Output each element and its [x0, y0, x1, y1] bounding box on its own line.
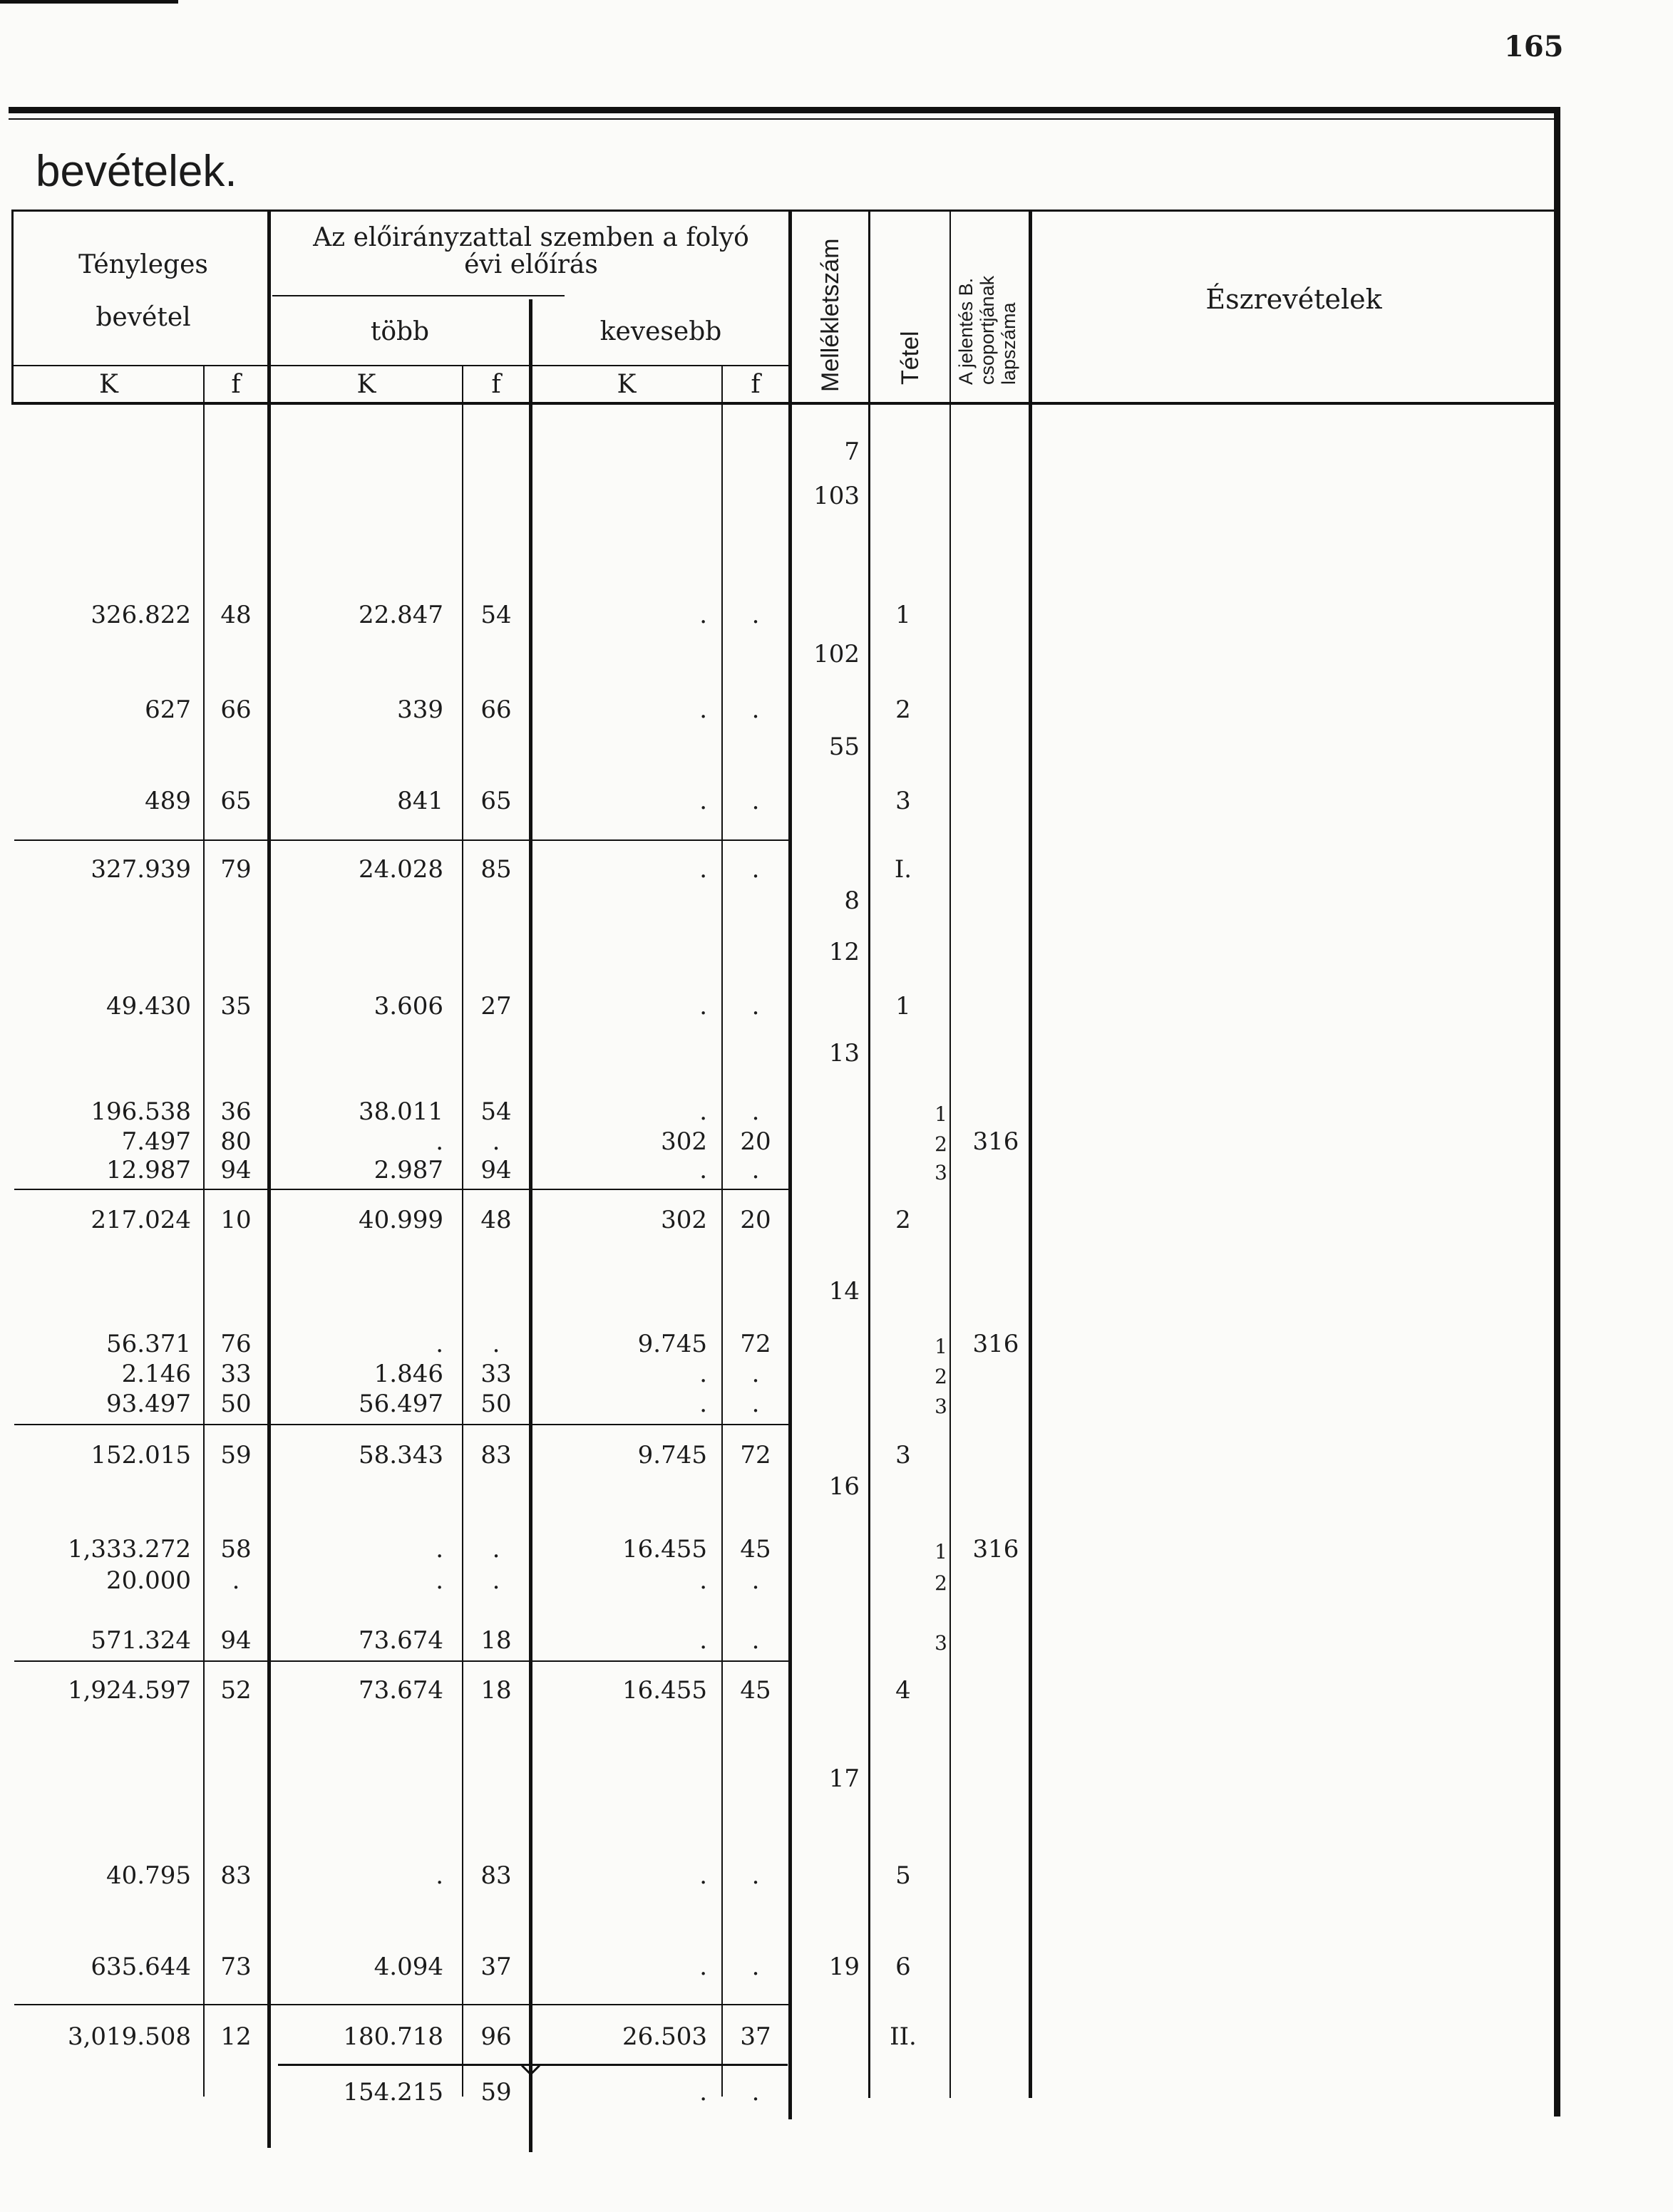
cell-tetel: 2 [895, 696, 911, 724]
cell-kk: . [699, 1156, 707, 1184]
cell-sub: 1 [935, 1335, 947, 1358]
cell-bk: 627 [145, 696, 191, 724]
mellek-number: 8 [844, 887, 860, 915]
top-corner-rule [0, 0, 178, 4]
mellek-number: 12 [828, 938, 860, 966]
cell-sub: 2 [935, 1132, 947, 1156]
kf-header-rule [11, 365, 788, 366]
cell-bf: 33 [220, 1360, 252, 1388]
table-header-bottom [11, 402, 1557, 405]
header-jelentes-line1: A jelentés B. [955, 277, 977, 385]
cell-tk: 24.028 [359, 855, 443, 884]
cell-tf: 65 [480, 787, 512, 815]
cell-kf: 20 [740, 1206, 771, 1234]
cell-tf: 18 [480, 1626, 512, 1655]
cell-kk: 16.455 [622, 1535, 707, 1564]
cell-bk: 93.497 [106, 1390, 191, 1418]
cell-tk: 339 [397, 696, 443, 724]
cell-tk: 73.674 [359, 1626, 443, 1655]
cell-bk: 196.538 [91, 1097, 191, 1126]
cell-bk: 635.644 [91, 1953, 191, 1981]
cell-lap: 316 [972, 1330, 1019, 1358]
cell-sub: 3 [935, 1631, 947, 1655]
header-tenyleges-line1: Tényleges [78, 250, 208, 279]
cell-kf: . [751, 1626, 760, 1655]
cell-kk: 9.745 [637, 1441, 707, 1469]
mellek-number: 17 [828, 1764, 860, 1793]
vline-lap-eszrev [1029, 210, 1032, 2098]
header-rule-thin [9, 118, 1557, 120]
cell-tk: 1.846 [374, 1360, 443, 1388]
cell-bf: 59 [220, 1441, 252, 1469]
cell-bk: 3,019.508 [67, 2022, 191, 2051]
header-eszrevetelek: Észrevételek [1205, 284, 1382, 315]
cell-bf: 66 [220, 696, 252, 724]
cell-bk: 12.987 [106, 1156, 191, 1184]
cell-kk: 16.455 [622, 1676, 707, 1705]
cell-bk: 152.015 [91, 1441, 191, 1469]
cell-kf: . [751, 992, 760, 1020]
mellek-number: 102 [813, 640, 860, 668]
subtotal-rule [14, 1424, 788, 1425]
cell-bf: 35 [220, 992, 252, 1020]
cell-tf: 48 [480, 1206, 512, 1234]
cell-kk: . [699, 992, 707, 1020]
cell-kk: . [699, 855, 707, 884]
cell-bf: 83 [220, 1861, 252, 1890]
cell-kf: . [751, 1390, 760, 1418]
cell-bk: 1,333.272 [67, 1535, 191, 1564]
table-top-rule [11, 210, 1557, 212]
cell-bk: 327.939 [91, 855, 191, 884]
cell-tetel: 4 [895, 1676, 911, 1705]
subtotal-rule [14, 839, 788, 841]
header-group-line1: Az előirányzattal szemben a folyó [313, 223, 749, 252]
header-jelentes [954, 214, 1028, 400]
cell-kk: . [699, 1566, 707, 1595]
header-k-bevetel: K [99, 370, 118, 399]
cell-kf: . [751, 1566, 760, 1595]
cell-kf: . [751, 1861, 760, 1890]
cell-kf: . [751, 696, 760, 724]
header-k-kevesebb: K [617, 370, 637, 399]
cell-tf: 33 [480, 1360, 512, 1388]
subtotal-rule [14, 1660, 788, 1662]
cell-bf: 12 [220, 2022, 252, 2051]
mellek-number: 19 [828, 1953, 860, 1981]
cell-kf: 37 [740, 2022, 771, 2051]
header-jelentes-line2: csoportjának [977, 275, 998, 385]
cell-tk: 56.497 [359, 1390, 443, 1418]
vline-bk-bf [203, 365, 205, 2097]
cell-tf: . [492, 1127, 500, 1156]
cell-bf: 50 [220, 1390, 252, 1418]
cell-tk: 4.094 [374, 1953, 443, 1981]
cell-kk: . [699, 1390, 707, 1418]
cell-tf: 85 [480, 855, 512, 884]
header-tenyleges-line2: bevétel [96, 303, 191, 332]
cell-bk: 49.430 [106, 992, 191, 1020]
cell-tf: . [492, 1330, 500, 1358]
cell-kf: 72 [740, 1330, 771, 1358]
cell-kk: . [699, 1097, 707, 1126]
cell-tetel: 5 [895, 1861, 911, 1890]
cell-kf: . [751, 855, 760, 884]
cell-bk: 571.324 [91, 1626, 191, 1655]
cell-kf: 20 [740, 1127, 771, 1156]
subtotal-rule [14, 2004, 788, 2005]
mellek-number: 55 [828, 733, 860, 761]
cell-bk: 2.146 [121, 1360, 191, 1388]
subtotal-rule [14, 1189, 788, 1190]
header-rule-thick [9, 107, 1557, 113]
cell-kk: . [699, 1953, 707, 1981]
cell-tf: 50 [480, 1390, 512, 1418]
cell-tk: 180.718 [343, 2022, 443, 2051]
cell-bf: 80 [220, 1127, 252, 1156]
cell-kk: 302 [661, 1127, 707, 1156]
cell-bf: 36 [220, 1097, 252, 1126]
cell-tetel: 6 [895, 1953, 911, 1981]
cell-sub: 3 [935, 1161, 947, 1184]
cell-kk: . [699, 787, 707, 815]
cell-bf: 52 [220, 1676, 252, 1705]
vline-bevetel-tobb [267, 210, 271, 2148]
final-tk: 154.215 [343, 2078, 443, 2107]
cell-lap: 316 [972, 1127, 1019, 1156]
cell-tf: 54 [480, 601, 512, 629]
cell-tk: . [436, 1861, 443, 1890]
page-number: 165 [1504, 30, 1564, 63]
vline-tobb-kevesebb [529, 299, 532, 2152]
cell-kf: . [751, 787, 760, 815]
cell-bk: 40.795 [106, 1861, 191, 1890]
header-group [271, 222, 791, 281]
cell-bk: 1,924.597 [67, 1676, 191, 1705]
header-kevesebb: kevesebb [599, 317, 722, 346]
cell-kk: . [699, 1360, 707, 1388]
final-kk: . [699, 2078, 707, 2107]
mellek-number: 103 [813, 482, 860, 510]
cell-bk: 217.024 [91, 1206, 191, 1234]
header-f-tobb: f [491, 370, 501, 399]
cell-sub: 3 [935, 1395, 947, 1418]
cell-tetel: II. [890, 2022, 917, 2051]
cell-tf: . [492, 1566, 500, 1595]
cell-sub: 2 [935, 1571, 947, 1595]
cell-bf: . [232, 1566, 240, 1595]
cell-kf: . [751, 1953, 760, 1981]
cell-bf: 94 [220, 1626, 252, 1655]
mellek-number: 16 [828, 1472, 860, 1501]
cell-kf: . [751, 1156, 760, 1184]
cell-kf: . [751, 1097, 760, 1126]
cell-bk: 7.497 [121, 1127, 191, 1156]
header-group-line2: évi előírás [464, 250, 598, 279]
header-mellekletszam: Mellékletszám [817, 238, 844, 392]
cell-kk: 26.503 [622, 2022, 707, 2051]
cell-kk: . [699, 1626, 707, 1655]
cell-bk: 20.000 [106, 1566, 191, 1595]
cell-tetel: 1 [895, 992, 911, 1020]
final-kf: . [751, 2078, 760, 2107]
cell-kk: . [699, 1861, 707, 1890]
cell-tetel: I. [894, 855, 912, 884]
cell-kk: . [699, 601, 707, 629]
cell-tk: . [436, 1566, 443, 1595]
cell-tk: 40.999 [359, 1206, 443, 1234]
cell-bf: 10 [220, 1206, 252, 1234]
cell-kf: . [751, 601, 760, 629]
mellek-number: 7 [844, 438, 860, 466]
brace-tip [521, 2057, 540, 2076]
cell-tetel: 3 [895, 787, 911, 815]
cell-kk: . [699, 696, 707, 724]
cell-kf: . [751, 1360, 760, 1388]
cell-tk: 841 [397, 787, 443, 815]
cell-tetel: 1 [895, 601, 911, 629]
vline-mellek-tetel [868, 210, 870, 2098]
cell-tk: 38.011 [359, 1097, 443, 1126]
cell-tk: 2.987 [374, 1156, 443, 1184]
header-f-kevesebb: f [751, 370, 761, 399]
header-tenyleges [14, 249, 272, 334]
cell-bk: 489 [145, 787, 191, 815]
cell-tk: . [436, 1127, 443, 1156]
cell-tk: 73.674 [359, 1676, 443, 1705]
cell-lap: 316 [972, 1535, 1019, 1564]
cell-tk: . [436, 1330, 443, 1358]
cell-tf: 96 [480, 2022, 512, 2051]
cell-kf: 45 [740, 1676, 771, 1705]
cell-tf: . [492, 1535, 500, 1564]
cell-bf: 76 [220, 1330, 252, 1358]
cell-kf: 45 [740, 1535, 771, 1564]
cell-tf: 94 [480, 1156, 512, 1184]
mellek-number: 14 [828, 1277, 860, 1306]
cell-kk: 302 [661, 1206, 707, 1234]
header-k-tobb: K [356, 370, 376, 399]
cell-tk: . [436, 1535, 443, 1564]
header-f-bevetel: f [231, 370, 241, 399]
cell-tk: 58.343 [359, 1441, 443, 1469]
cell-tf: 37 [480, 1953, 512, 1981]
header-jelentes-line3: lapszáma [998, 302, 1019, 385]
cell-kf: 72 [740, 1441, 771, 1469]
cell-tf: 83 [480, 1861, 512, 1890]
page-title: bevételek. [36, 147, 237, 196]
cell-tetel: 2 [895, 1206, 911, 1234]
header-tobb: több [370, 317, 430, 346]
cell-tf: 27 [480, 992, 512, 1020]
cell-sub: 2 [935, 1365, 947, 1388]
cell-kk: 9.745 [637, 1330, 707, 1358]
cell-bf: 79 [220, 855, 252, 884]
cell-bf: 58 [220, 1535, 252, 1564]
cell-tk: 22.847 [359, 601, 443, 629]
group-sub-rule-1 [272, 295, 565, 296]
cell-bf: 73 [220, 1953, 252, 1981]
cell-tf: 66 [480, 696, 512, 724]
cell-bf: 65 [220, 787, 252, 815]
cell-tf: 54 [480, 1097, 512, 1126]
cell-tf: 83 [480, 1441, 512, 1469]
vline-left [11, 210, 14, 402]
cell-bk: 326.822 [91, 601, 191, 629]
cell-tetel: 3 [895, 1441, 911, 1469]
final-tf: 59 [480, 2078, 512, 2107]
cell-bf: 94 [220, 1156, 252, 1184]
cell-tf: 18 [480, 1676, 512, 1705]
cell-sub: 1 [935, 1540, 947, 1564]
cell-sub: 1 [935, 1102, 947, 1126]
right-border [1554, 107, 1560, 2117]
cell-tk: 3.606 [374, 992, 443, 1020]
cell-bf: 48 [220, 601, 252, 629]
mellek-number: 13 [828, 1039, 860, 1068]
cell-bk: 56.371 [106, 1330, 191, 1358]
header-tetel: Tétel [897, 331, 924, 385]
